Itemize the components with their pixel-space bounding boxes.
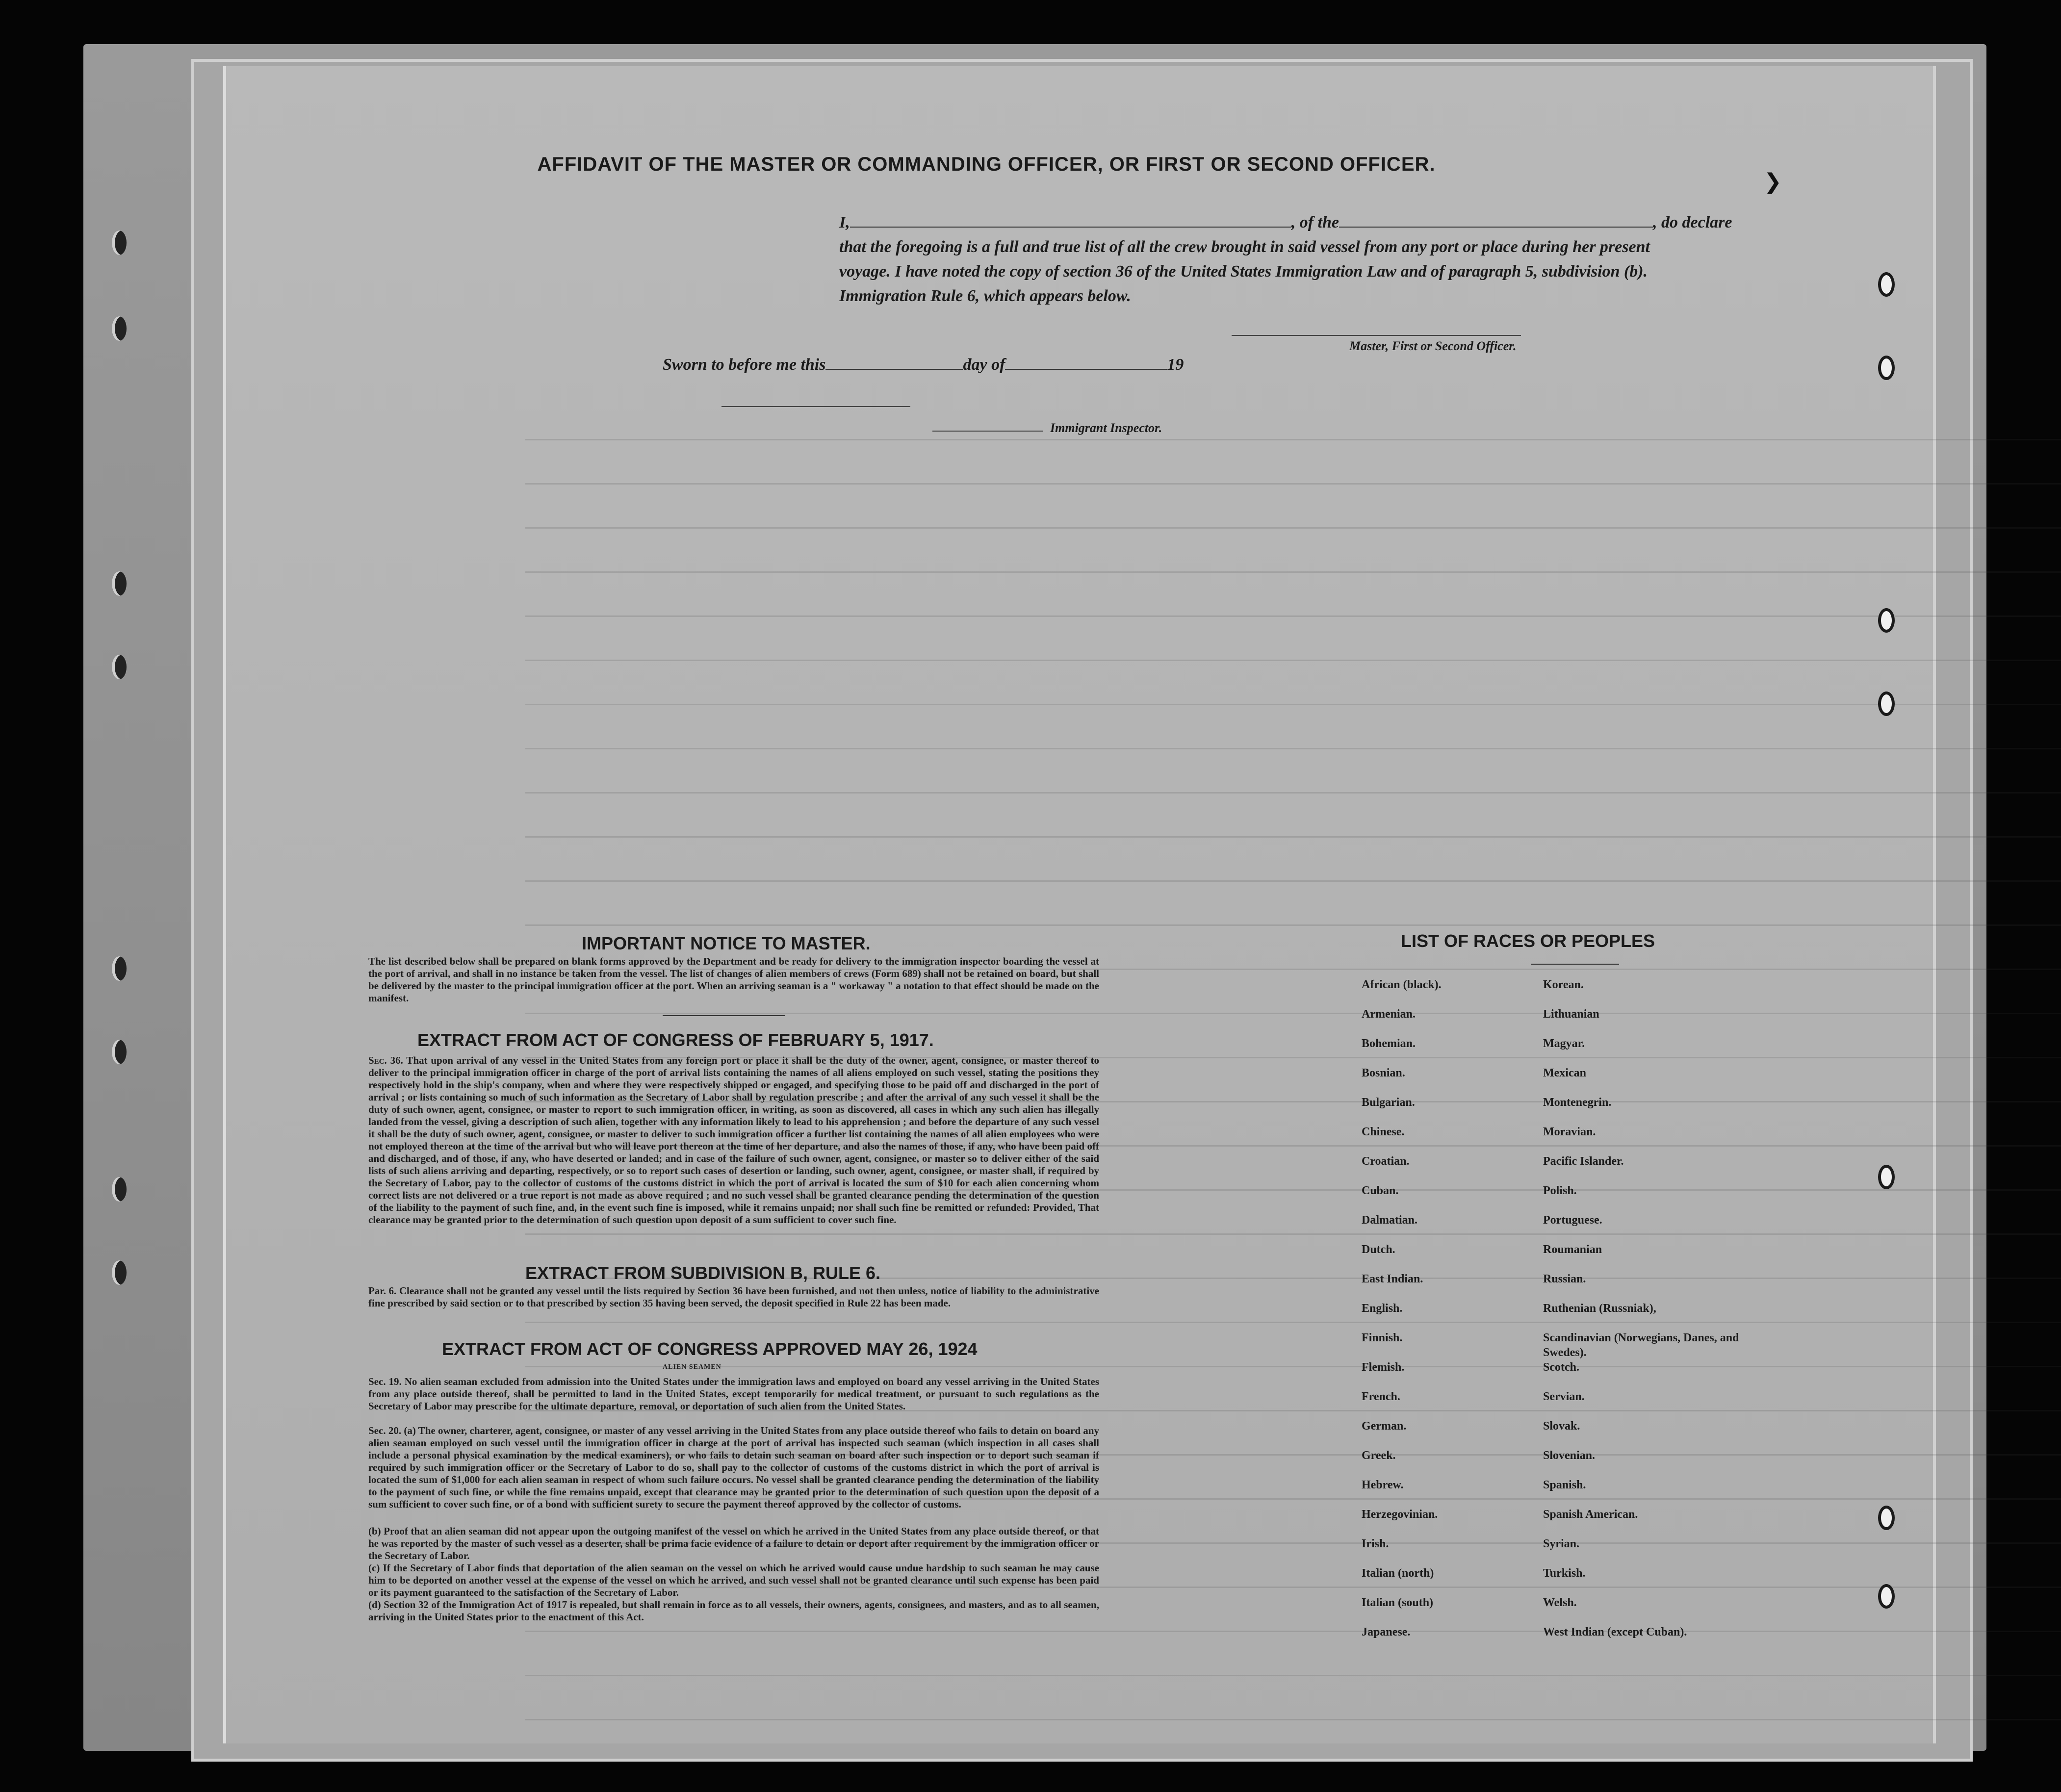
faint-rule xyxy=(525,792,2061,794)
faint-rule xyxy=(525,1675,2061,1676)
punch-hole xyxy=(112,230,127,255)
race-item: Irish. xyxy=(1362,1537,1389,1550)
race-item: German. xyxy=(1362,1420,1407,1433)
race-item: Italian (north) xyxy=(1362,1567,1434,1580)
faint-rule xyxy=(525,880,2061,882)
race-item: Italian (south) xyxy=(1362,1596,1434,1609)
affidavit-line-2: that the foregoing is a full and true list of all the crew brought in said vessel from any port or place during her present xyxy=(839,238,1650,256)
affidavit-line-1 xyxy=(839,213,1732,232)
race-item: Flemish. xyxy=(1362,1361,1405,1374)
race-item: English. xyxy=(1362,1302,1403,1315)
race-item: Bosnian. xyxy=(1362,1067,1405,1079)
race-item: Moravian. xyxy=(1543,1126,1596,1138)
inspector-signature-line[interactable] xyxy=(932,431,1043,432)
race-item: Herzegovinian. xyxy=(1362,1508,1438,1521)
extract-1924-p4: (c) If the Secretary of Labor finds that deportation of the alien seaman on the vessel on which he arrived would cause undue hardship to such seaman he may cause him to be deported on another vessel at the expense of the vessel on which he arrived, and such vessel shall not be granted clearance until such expense has been paid or its payment guaranteed to the satisfaction of the Secretary of Labor. xyxy=(368,1562,1099,1598)
master-signature-label: Master, First or Second Officer. xyxy=(1349,339,1517,353)
race-item: Lithuanian xyxy=(1543,1008,1599,1021)
extract-1924-p1: Sec. 19. No alien seaman excluded from admission into the United States under the immigration laws and employed on board any vessel arriving in the United States from any place outside thereof, shall be permitted to land in the United States, except temporarily for medical treatment, or pursuant to such regulations as the Secretary of Labor may prescribe for the ultimate departure, removal, or deportation of such alien from the United States. xyxy=(368,1376,1099,1412)
faint-rule xyxy=(525,1366,2061,1367)
faint-rule xyxy=(525,615,2061,617)
extract-rule6-title: EXTRACT FROM SUBDIVISION B, RULE 6. xyxy=(525,1263,881,1283)
faint-rule xyxy=(525,1719,2061,1720)
race-item: Hebrew. xyxy=(1362,1479,1404,1491)
race-item: Syrian. xyxy=(1543,1537,1580,1550)
race-item: Scandinavian (Norwegians, Danes, and Swedes). xyxy=(1543,1331,1739,1359)
affidavit-line-3: voyage. I have noted the copy of section 36 of the United States Immigration Law and of paragraph 5, subdivision (b). xyxy=(839,262,1648,281)
extract-1917-sec-label: Sec. 36. xyxy=(368,1054,403,1066)
extract-1924-p5: (d) Section 32 of the Immigration Act of 1917 is repealed, but shall remain in force as to all vessels, their owners, agents, consignees, and masters, and as to all seamen, arriving in the United States prior to the enactment of this Act. xyxy=(368,1599,1099,1623)
vessel-name-field[interactable] xyxy=(1339,214,1653,228)
punch-hole xyxy=(1878,1165,1895,1189)
sworn-prefix: Sworn to before me this xyxy=(663,356,826,374)
extract-1917-text xyxy=(368,1054,1099,1226)
sworn-line xyxy=(663,356,1184,374)
affidavit-title: AFFIDAVIT OF THE MASTER OR COMMANDING OFFICER, OR FIRST OR SECOND OFFICER. xyxy=(537,154,1436,175)
race-item: Dalmatian. xyxy=(1362,1214,1417,1227)
faint-rule xyxy=(525,483,2061,485)
race-item: Pacific Islander. xyxy=(1543,1155,1624,1168)
race-item: Japanese. xyxy=(1362,1626,1411,1638)
punch-hole xyxy=(112,1040,127,1064)
sworn-year: 19 xyxy=(1167,356,1184,374)
race-item: Cuban. xyxy=(1362,1184,1399,1197)
race-item: Welsh. xyxy=(1543,1596,1577,1609)
race-item: Korean. xyxy=(1543,978,1584,991)
race-item: Mexican xyxy=(1543,1067,1586,1079)
race-item: Polish. xyxy=(1543,1184,1577,1197)
extract-1924-title: EXTRACT FROM ACT OF CONGRESS APPROVED MAY 26, 1924 xyxy=(442,1339,978,1359)
punch-hole xyxy=(112,316,127,341)
race-item: Spanish. xyxy=(1543,1479,1586,1491)
race-item: Finnish. xyxy=(1362,1331,1403,1344)
faint-rule xyxy=(525,527,2061,529)
punch-hole xyxy=(1878,691,1895,716)
faint-rule xyxy=(525,660,2061,661)
extract-1917-title: EXTRACT FROM ACT OF CONGRESS OF FEBRUARY 5, 1917. xyxy=(417,1030,934,1050)
race-item: Armenian. xyxy=(1362,1008,1416,1021)
arrow-mark-icon: ❯ xyxy=(1764,169,1782,194)
race-item: Portuguese. xyxy=(1543,1214,1602,1227)
divider xyxy=(663,1015,785,1016)
notice-text: The list described below shall be prepared on blank forms approved by the Department and be ready for delivery to the immigration inspector boarding the vessel at the port of arrival, and shall in no instance be taken from the vessel. The list of changes of alien members of crews (Form 689) shall not be retained on board, but shall be delivered by the master to the principal immigration officer at the port. When an arriving seaman is a " workaway " a notation to that effect should be made on the manifest. xyxy=(368,955,1099,1004)
punch-hole xyxy=(112,1260,127,1285)
race-item: Slovak. xyxy=(1543,1420,1580,1433)
inspector-signature-label: Immigrant Inspector. xyxy=(1050,421,1162,435)
officer-name-field[interactable] xyxy=(850,214,1291,228)
race-item: Ruthenian (Russniak), xyxy=(1543,1302,1656,1315)
race-item: Bulgarian. xyxy=(1362,1096,1415,1109)
race-item: Magyar. xyxy=(1543,1037,1585,1050)
faint-rule xyxy=(525,748,2061,749)
punch-hole xyxy=(1878,1584,1895,1609)
faint-rule xyxy=(525,1631,2061,1632)
master-signature-line[interactable] xyxy=(1232,335,1521,336)
extract-1924-subtitle: ALIEN SEAMEN xyxy=(663,1363,721,1371)
punch-hole xyxy=(1878,608,1895,633)
punch-hole xyxy=(1878,272,1895,297)
extract-rule6-text: Par. 6. Clearance shall not be granted any vessel until the lists required by Section 36 have been furnished, and not then unless, notice of liability to the administrative fine prescribed by said section or to that prescribed by section 35 having been served, the deposit specified in Rule 22 has been made. xyxy=(368,1285,1099,1309)
inspector-signature-line-top[interactable] xyxy=(721,406,910,407)
race-item: Slovenian. xyxy=(1543,1449,1596,1462)
race-item: Turkish. xyxy=(1543,1567,1586,1580)
punch-hole xyxy=(1878,356,1895,380)
race-item: Roumanian xyxy=(1543,1243,1602,1256)
divider xyxy=(1531,964,1619,965)
faint-rule xyxy=(525,1013,2061,1014)
faint-rule xyxy=(525,836,2061,838)
punch-hole xyxy=(112,571,127,596)
faint-rule xyxy=(525,439,2061,440)
race-item: French. xyxy=(1362,1390,1400,1403)
race-item: Croatian. xyxy=(1362,1155,1410,1168)
notice-title: IMPORTANT NOTICE TO MASTER. xyxy=(582,933,871,953)
race-item: Servian. xyxy=(1543,1390,1585,1403)
faint-rule xyxy=(525,571,2061,573)
affidavit-declare: , do declare xyxy=(1653,213,1732,231)
race-item: East Indian. xyxy=(1362,1273,1423,1285)
faint-rule xyxy=(525,704,2061,705)
race-item: Scotch. xyxy=(1543,1361,1579,1374)
race-item: Montenegrin. xyxy=(1543,1096,1612,1109)
sworn-month-field[interactable] xyxy=(1005,356,1167,370)
races-left-column xyxy=(1362,977,1442,1654)
extract-1924-p3: (b) Proof that an alien seaman did not appear upon the outgoing manifest of the vessel on which he arrived in the United States from any place outside thereof, or that he was reported by the master of such vessel as a deserter, shall be prima facie evidence of a failure to detain or deport after requirement by the immigration officer or the Secretary of Labor. xyxy=(368,1525,1099,1562)
race-item: Bohemian. xyxy=(1362,1037,1416,1050)
punch-hole xyxy=(112,1177,127,1202)
race-item: Dutch. xyxy=(1362,1243,1395,1256)
punch-hole xyxy=(112,655,127,679)
extract-1924-p2: Sec. 20. (a) The owner, charterer, agent, consignee, or master of any vessel arriving in the United States from any place outside thereof who fails to detain on board any alien seaman employed on such vessel until the immigration officer in charge at the port of arrival has inspected such seaman (which inspection in all cases shall include a personal physical examination by the medical examiners), or who fails to detain such seaman on board after such inspection or to deport such seaman if required by such immigration officer or the Secretary of Labor to do so, shall pay to the collector of customs of the customs district in which the port of arrival is located the sum of $1,000 for each alien seaman in respect of whom such failure occurs. No vessel shall be granted clearance pending the determination of the liability to the payment of such fine, or while the fine remains unpaid, except that clearance may be granted prior to the determination of such question upon the deposit of a sum sufficient to cover such fine, or of a bond with sufficient surety to secure the payment thereof approved by the collector of customs. xyxy=(368,1425,1099,1510)
race-item: African (black). xyxy=(1362,978,1442,991)
affidavit-i: I, xyxy=(839,213,850,231)
race-item: Russian. xyxy=(1543,1273,1586,1285)
extract-1917-body: That upon arrival of any vessel in the United States from any foreign port or place it shall be the duty of the owner, agent, consignee, or master thereof to deliver to the principal immigration officer in charge of the port of arrival lists containing the names of all aliens employed on such vessel, stating the positions they respectively hold in the ship's company, when and where they were respectively shipped or engaged, and specifying those to be paid off and discharged in the port of arrival ; or lists containing so much of such information as the Secretary of Labor shall by regulation prescribe ; and after the arrival of any such vessel it shall be the duty of such owner, agent, consignee, or master to report to such immigration officer, in writing, as soon as discovered, all cases in which any such alien has illegally landed from the vessel, giving a description of such alien, together with any information likely to lead to his apprehension ; and before the departure of any such vessel it shall be the duty of such owner, agent, consignee, or master to deliver to such immigration officer a further list containing the names of all alien employees who were not employed thereon at the time of the arrival but who will leave port thereon at the time of her departure, and also the names of those, if any, who have been paid off and discharged, and of those, if any, who have deserted or landed; and in case of the failure of such owner, agent, consignee, or master so to deliver either of the said lists of such aliens arriving and departing, respectively, or so to report such cases of desertion or landing, such owner, agent, consignee, or master shall, if required by the Secretary of Labor, pay to the collector of customs of the customs district in which the port of arrival is located the sum of $10 for each alien concerning whom correct lists are not delivered or a true report is not made as above required ; and no such vessel shall be granted clearance pending the determination of the question of the liability to the payment of such fine, and, in the event such fine is imposed, while it remains unpaid; nor shall such fine be remitted or refunded: Provided, That clearance may be granted prior to the determination of such question upon deposit of a sum sufficient to cover such fine. xyxy=(368,1054,1099,1226)
race-item: Chinese. xyxy=(1362,1126,1405,1138)
faint-rule xyxy=(525,1233,2061,1235)
race-item: West Indian (except Cuban). xyxy=(1543,1626,1687,1638)
affidavit-of-the: , of the xyxy=(1291,213,1340,231)
race-item: Spanish American. xyxy=(1543,1508,1638,1521)
race-item: Greek. xyxy=(1362,1449,1396,1462)
affidavit-form-page xyxy=(223,66,1936,1743)
sworn-day-of: day of xyxy=(963,356,1005,374)
punch-hole xyxy=(112,956,127,981)
sworn-date-field[interactable] xyxy=(825,356,963,370)
faint-rule xyxy=(525,1322,2061,1323)
races-right-column xyxy=(1543,977,1749,1654)
races-title: LIST OF RACES OR PEOPLES xyxy=(1401,931,1655,951)
affidavit-line-4: Immigration Rule 6, which appears below. xyxy=(839,287,1131,305)
punch-hole xyxy=(1878,1506,1895,1530)
faint-rule xyxy=(525,924,2061,926)
